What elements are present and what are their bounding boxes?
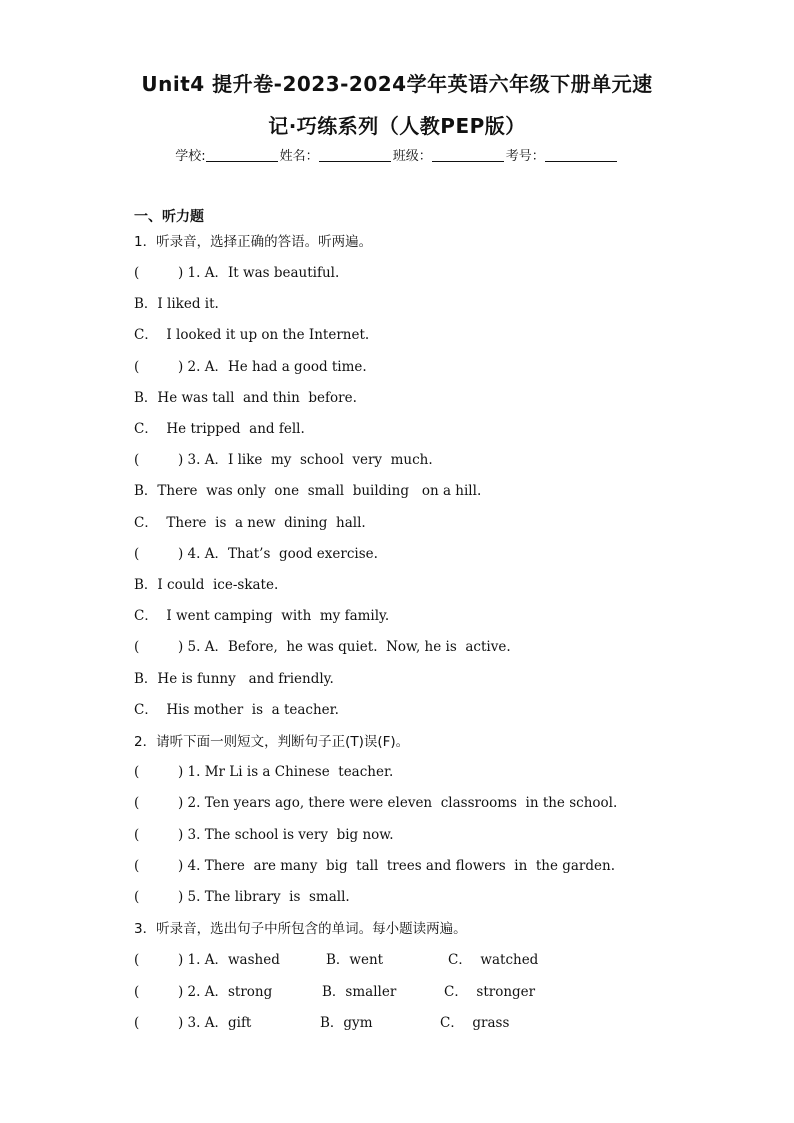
q3-line: ( ) 2. A．strong B．smaller C． stronger [134,984,536,1000]
title-line-2: 记·巧练系列（人教PEP版） [268,114,526,138]
q1-line: C． His mother is a teacher. [134,702,339,718]
class-blank[interactable] [432,148,504,162]
answer-paren: ( [134,795,140,811]
q1-line: C． He tripped and fell. [134,421,305,437]
q1-line: C． I went camping with my family. [134,608,390,624]
school-label: 学校: [175,149,206,164]
q1-line: ( ) 4. A．That’s good exercise. [134,546,378,562]
q1-line: ( ) 3. A．I like my school very much. [134,452,433,468]
q2-line: ( ) 5. The library is small. [134,889,350,905]
q3-line: ( ) 3. A．gift B．gym C． grass [134,1015,510,1031]
q1-line: ( ) 5. A．Before, he was quiet. Now, he is active. [134,639,511,655]
q1-line: C． I looked it up on the Internet. [134,327,370,343]
class-label: 班级： [392,149,432,164]
number-label: 考号： [505,149,545,164]
answer-paren: ( [134,1015,140,1031]
name-blank[interactable] [319,148,391,162]
question-3-prompt: 3．听录音，选出句子中所包含的单词。每小题读两遍。 [134,921,467,937]
q1-line: ( ) 1. A．It was beautiful. [134,265,340,281]
q1-line: B．He was tall and thin before. [134,390,357,406]
q2-line: ( ) 2. Ten years ago, there were eleven classrooms in the school. [134,795,618,811]
title-line-1: Unit4 提升卷-2023-2024学年英语六年级下册单元速 [141,72,653,96]
name-label: 姓名： [279,149,319,164]
q3-line: ( ) 1. A．washed B．went C． watched [134,952,539,968]
number-blank[interactable] [545,148,617,162]
q1-line: B．There was only one small building on a hill. [134,483,482,499]
answer-paren: ( [134,827,140,843]
answer-paren: ( [134,952,140,968]
student-info-row [0,145,794,164]
answer-paren: ( [134,889,140,905]
school-blank[interactable] [206,148,278,162]
answer-paren: ( [134,764,140,780]
answer-paren: ( [134,984,140,1000]
section-heading: 一、听力题 [134,209,204,225]
q1-line: B．I liked it. [134,296,219,312]
question-2-prompt: 2．请听下面一则短文，判断句子正(T)误(F)。 [134,734,410,750]
q2-line: ( ) 4. There are many big tall trees and flowers in the garden. [134,858,616,874]
q2-line: ( ) 1. Mr Li is a Chinese teacher. [134,764,394,780]
q1-line: B．I could ice-skate. [134,577,279,593]
q1-line: B．He is funny and friendly. [134,671,334,687]
question-1-prompt: 1．听录音，选择正确的答语。听两遍。 [134,234,373,250]
q1-line: ( ) 2. A．He had a good time. [134,359,367,375]
q2-line: ( ) 3. The school is very big now. [134,827,394,843]
q1-line: C． There is a new dining hall. [134,515,366,531]
answer-paren: ( [134,858,140,874]
